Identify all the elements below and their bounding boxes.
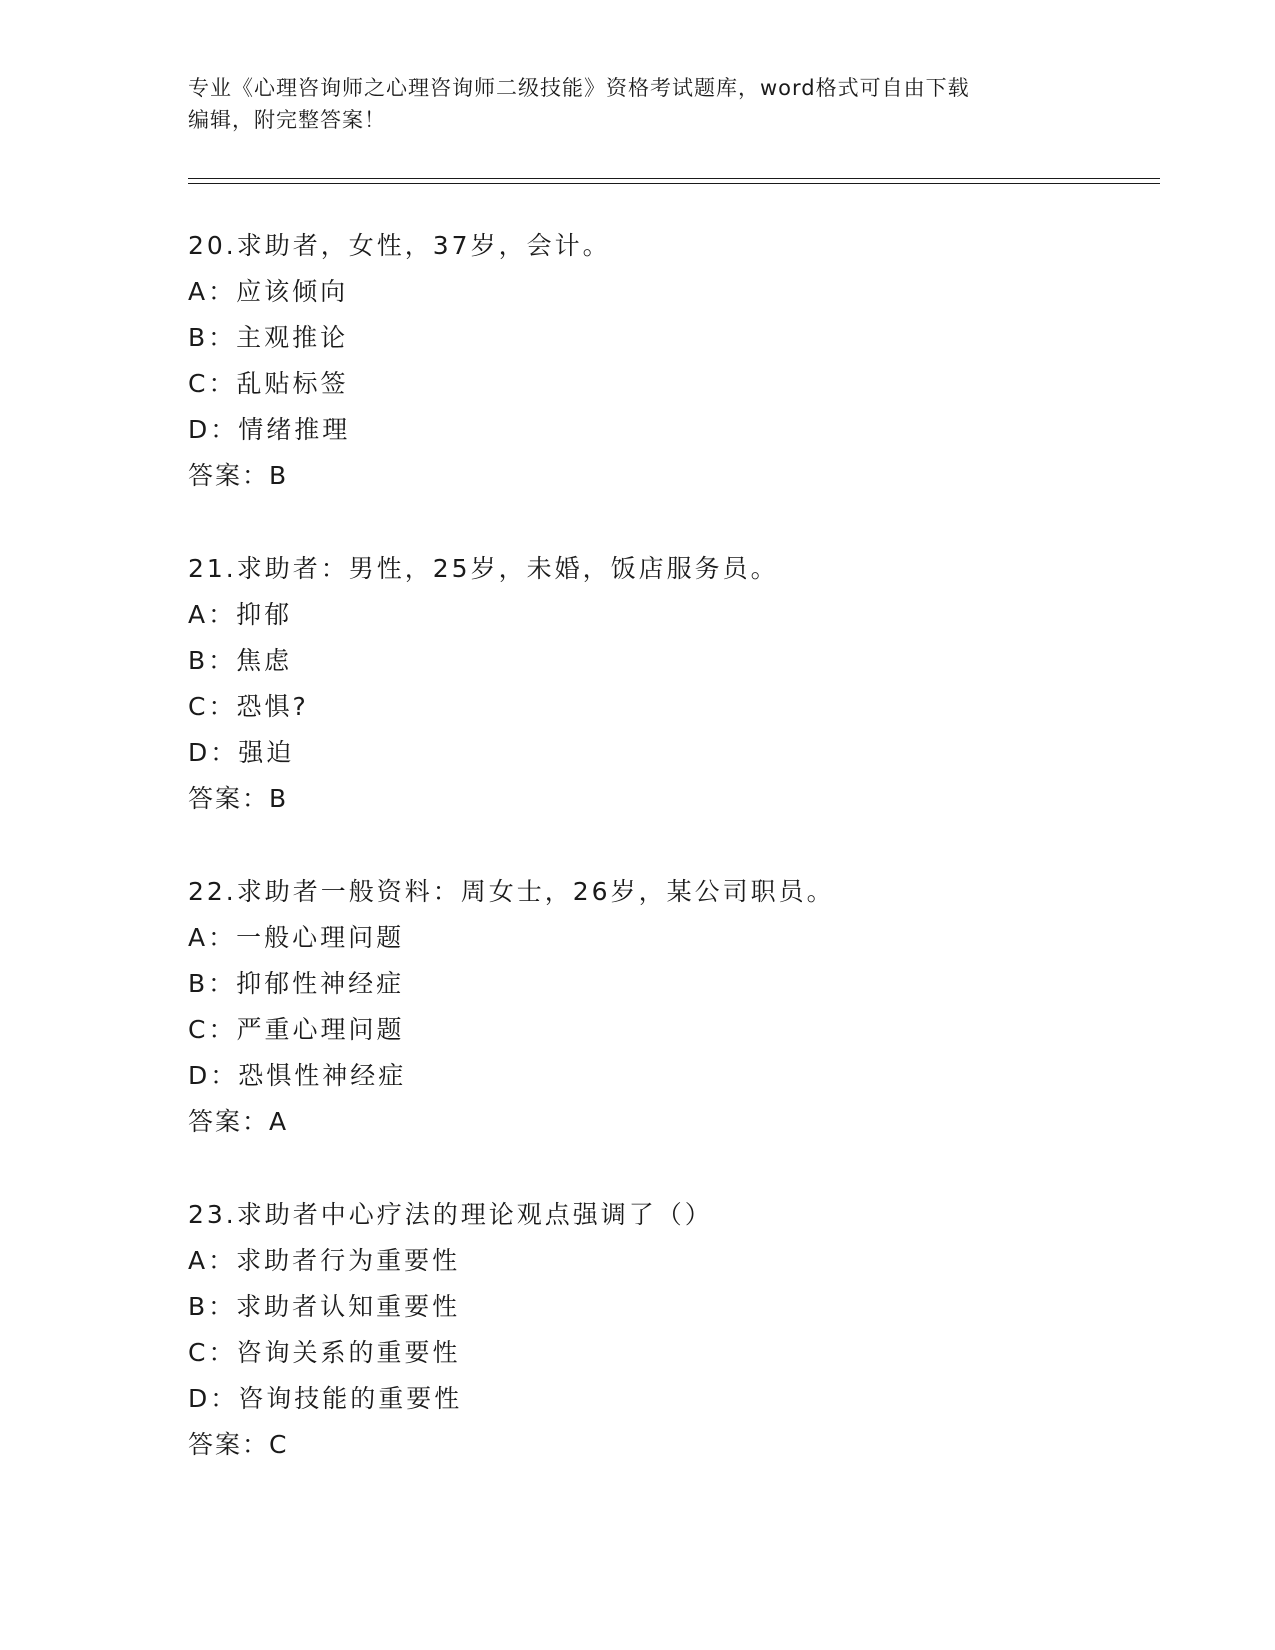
header-line-2: 编辑，附完整答案！	[188, 108, 386, 132]
answer: 答案：C	[188, 1430, 289, 1459]
option-a: A：一般心理问题	[188, 923, 405, 952]
option-c: C：严重心理问题	[188, 1015, 405, 1044]
option-b: B：焦虑	[188, 646, 293, 675]
option-c: C：咨询关系的重要性	[188, 1338, 461, 1367]
option-d: D：咨询技能的重要性	[188, 1384, 463, 1413]
document-header	[188, 72, 1088, 136]
option-c: C：乱贴标签	[188, 369, 349, 398]
answer: 答案：B	[188, 461, 289, 490]
question-block	[188, 1192, 1148, 1468]
option-b: B：主观推论	[188, 323, 349, 352]
answer: 答案：B	[188, 784, 289, 813]
header-line-1: 专业《心理咨询师之心理咨询师二级技能》资格考试题库，word格式可自由下载	[188, 76, 970, 100]
question-stem: 21.求助者：男性，25岁，未婚，饭店服务员。	[188, 554, 779, 583]
option-d: D：情绪推理	[188, 415, 351, 444]
question-stem: 20.求助者，女性，37岁，会计。	[188, 231, 611, 260]
question-block	[188, 223, 1148, 499]
option-d: D：强迫	[188, 738, 295, 767]
option-c: C：恐惧?	[188, 692, 309, 721]
question-stem: 22.求助者一般资料：周女士，26岁，某公司职员。	[188, 877, 835, 906]
option-d: D：恐惧性神经症	[188, 1061, 407, 1090]
option-b: B：抑郁性神经症	[188, 969, 405, 998]
question-block	[188, 546, 1148, 822]
header-divider-top	[188, 178, 1160, 179]
option-a: A：抑郁	[188, 600, 293, 629]
header-divider-bottom	[188, 183, 1160, 184]
question-stem: 23.求助者中心疗法的理论观点强调了（）	[188, 1200, 713, 1229]
option-b: B：求助者认知重要性	[188, 1292, 461, 1321]
option-a: A：求助者行为重要性	[188, 1246, 461, 1275]
question-block	[188, 869, 1148, 1145]
answer: 答案：A	[188, 1107, 289, 1136]
option-a: A：应该倾向	[188, 277, 349, 306]
